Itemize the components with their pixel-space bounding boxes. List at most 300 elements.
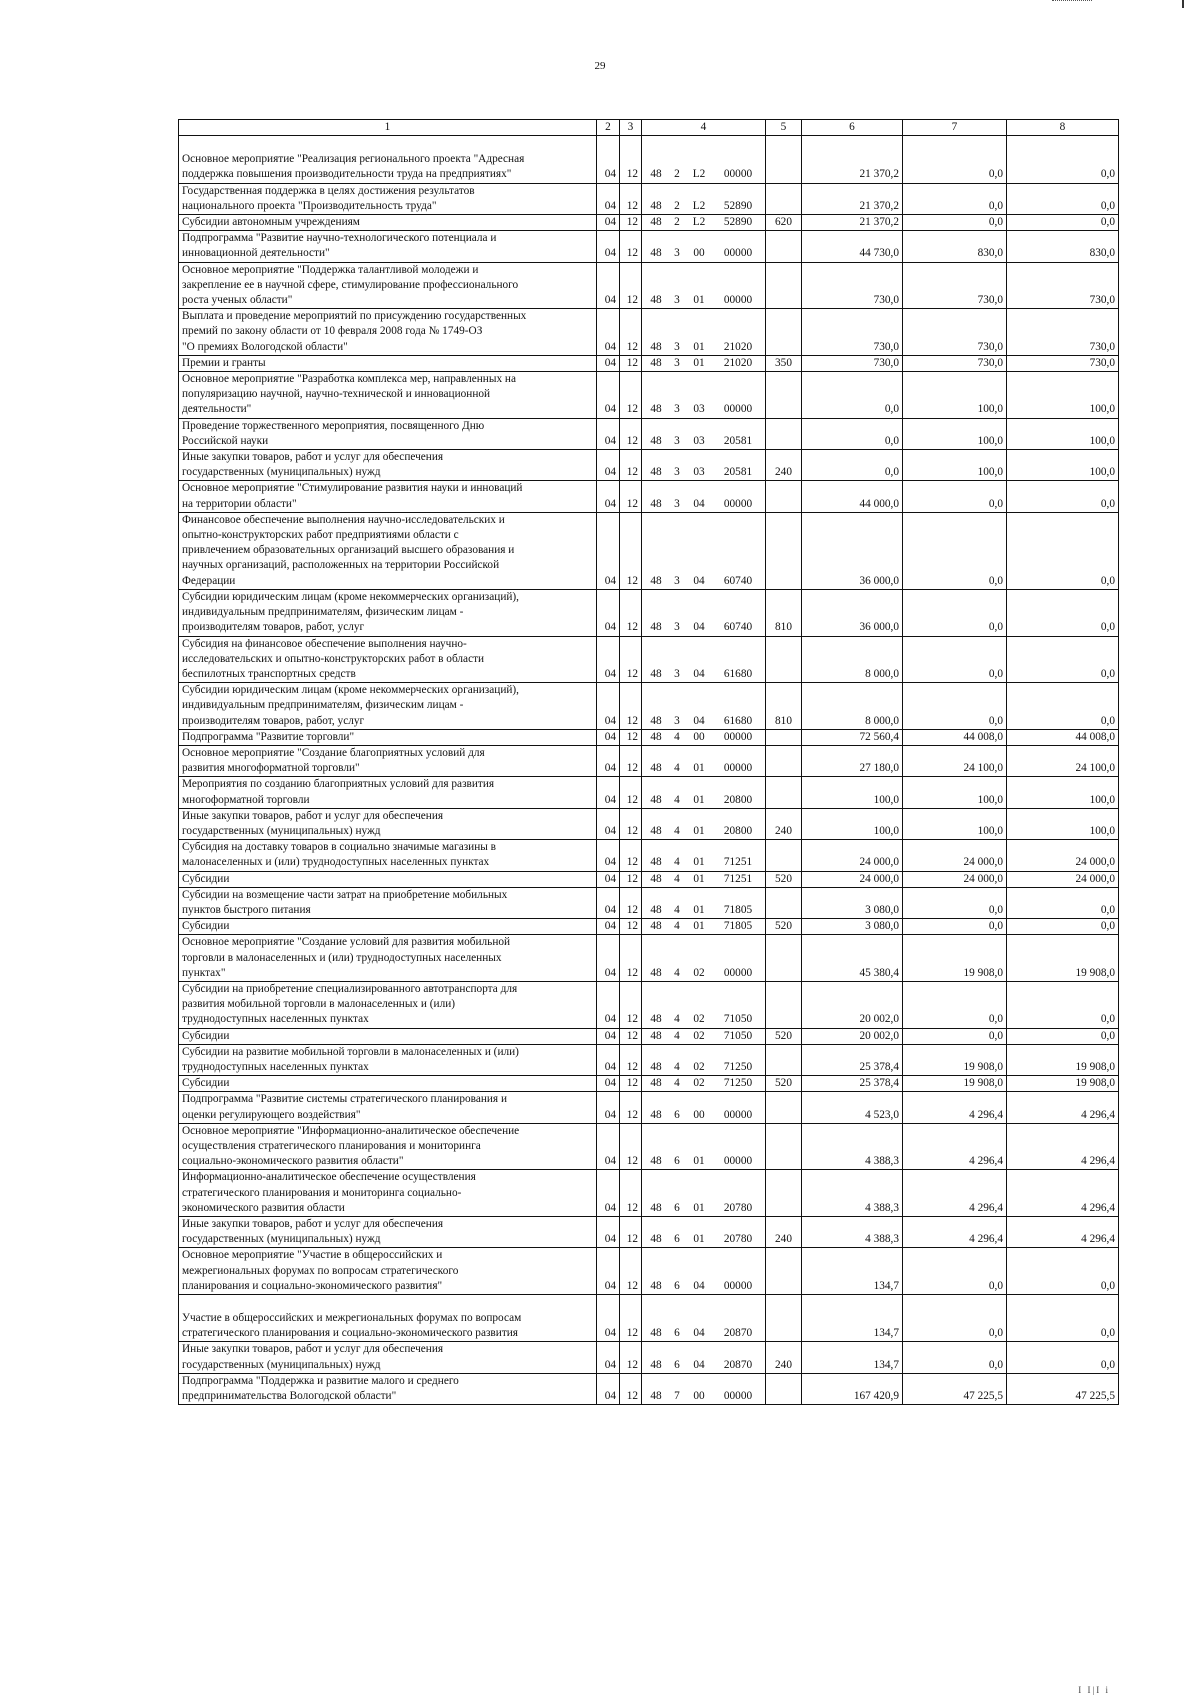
article-code-part: 6 (674, 1108, 680, 1121)
code-section: 04 (597, 1170, 620, 1217)
code-section: 04 (597, 450, 620, 481)
code-expense-type (766, 1295, 802, 1342)
header-cell: 6 (802, 120, 903, 136)
article-code-part: 48 (650, 730, 662, 743)
amount-col6: 730,0 (802, 309, 903, 356)
amount-col8: 0,0 (1007, 919, 1119, 935)
row-name: Иные закупки товаров, работ и услуг для обеспечения государственных (муниципальных) нужд (179, 808, 597, 839)
amount-col8: 100,0 (1007, 808, 1119, 839)
code-target-article (642, 372, 766, 419)
article-code-part: 3 (674, 403, 680, 416)
code-target-article (642, 355, 766, 371)
code-expense-type: 810 (766, 683, 802, 730)
code-target-article (642, 215, 766, 231)
article-code-part: 60740 (723, 621, 753, 634)
table-row (179, 450, 1119, 481)
amount-col6: 20 002,0 (802, 1028, 903, 1044)
amount-col8: 19 908,0 (1007, 1076, 1119, 1092)
row-name: Субсидии на возмещение части затрат на приобретение мобильных пунктов быстрого питания (179, 887, 597, 918)
code-target-article (642, 777, 766, 808)
amount-col8: 24 000,0 (1007, 871, 1119, 887)
amount-col7: 19 908,0 (903, 1044, 1007, 1075)
table-row (179, 745, 1119, 776)
code-subsection: 12 (620, 450, 642, 481)
code-expense-type (766, 887, 802, 918)
article-code-part: 71251 (723, 872, 753, 885)
article-code-part: 04 (693, 1279, 705, 1292)
amount-col7: 0,0 (903, 1342, 1007, 1373)
article-code-part: 00000 (723, 168, 753, 181)
amount-col8: 47 225,5 (1007, 1373, 1119, 1404)
row-name: Подпрограмма "Развитие системы стратегического планирования и оценки регулирующего воздействия" (179, 1092, 597, 1123)
code-subsection: 12 (620, 512, 642, 589)
table-row (179, 777, 1119, 808)
table-row (179, 1092, 1119, 1123)
code-section: 04 (597, 589, 620, 636)
amount-col7: 4 296,4 (903, 1123, 1007, 1170)
table-row (179, 683, 1119, 730)
table-row (179, 935, 1119, 982)
code-target-article (642, 683, 766, 730)
code-expense-type (766, 777, 802, 808)
amount-col7: 0,0 (903, 636, 1007, 683)
code-section: 04 (597, 1123, 620, 1170)
code-subsection: 12 (620, 1217, 642, 1248)
article-code-part: 02 (693, 1077, 705, 1090)
code-section: 04 (597, 887, 620, 918)
code-target-article (642, 808, 766, 839)
article-code-part: 20870 (723, 1327, 753, 1340)
code-subsection: 12 (620, 1028, 642, 1044)
article-code-part: 01 (693, 1233, 705, 1246)
code-target-article (642, 1295, 766, 1342)
article-code-part: 00000 (723, 730, 753, 743)
amount-col8: 730,0 (1007, 262, 1119, 309)
row-name: Государственная поддержка в целях достижения результатов национального проекта "Производительность труда" (179, 183, 597, 214)
row-name: Субсидия на финансовое обеспечение выполнения научно- исследовательских и опытно-конструкторских работ в области беспилотных транспортных средств (179, 636, 597, 683)
amount-col6: 21 370,2 (802, 215, 903, 231)
code-subsection: 12 (620, 636, 642, 683)
amount-col7: 4 296,4 (903, 1170, 1007, 1217)
article-code-part: 4 (674, 966, 680, 979)
code-target-article (642, 745, 766, 776)
article-code-part: 2 (674, 168, 680, 181)
amount-col7: 0,0 (903, 683, 1007, 730)
amount-col6: 24 000,0 (802, 840, 903, 871)
article-code-part: 48 (650, 1327, 662, 1340)
table-row (179, 887, 1119, 918)
amount-col7: 0,0 (903, 589, 1007, 636)
article-code-part: 48 (650, 903, 662, 916)
code-expense-type: 350 (766, 355, 802, 371)
amount-col6: 3 080,0 (802, 919, 903, 935)
article-code-part: 20870 (723, 1358, 753, 1371)
header-cell: 7 (903, 120, 1007, 136)
code-target-article (642, 450, 766, 481)
code-section: 04 (597, 183, 620, 214)
code-expense-type: 240 (766, 1342, 802, 1373)
amount-col6: 4 388,3 (802, 1170, 903, 1217)
amount-col8: 0,0 (1007, 183, 1119, 214)
code-expense-type: 520 (766, 1028, 802, 1044)
row-name: Основное мероприятие "Создание благоприятных условий для развития многоформатной торговли" (179, 745, 597, 776)
code-section: 04 (597, 1092, 620, 1123)
code-subsection: 12 (620, 1044, 642, 1075)
code-subsection: 12 (620, 1248, 642, 1295)
article-code-part: 00 (693, 1390, 705, 1403)
code-target-article (642, 262, 766, 309)
article-code-part: 03 (693, 466, 705, 479)
amount-col8: 4 296,4 (1007, 1123, 1119, 1170)
code-subsection: 12 (620, 215, 642, 231)
amount-col6: 45 380,4 (802, 935, 903, 982)
table-row (179, 1342, 1119, 1373)
article-code-part: 48 (650, 1201, 662, 1214)
article-code-part: 48 (650, 1029, 662, 1042)
code-expense-type (766, 1248, 802, 1295)
table-row (179, 1248, 1119, 1295)
article-code-part: 61680 (723, 714, 753, 727)
amount-col8: 4 296,4 (1007, 1092, 1119, 1123)
row-name: Субсидии на развитие мобильной торговли в малонаселенных и (или) труднодоступных населенных пунктах (179, 1044, 597, 1075)
article-code-part: 00000 (723, 403, 753, 416)
amount-col6: 44 000,0 (802, 481, 903, 512)
code-subsection: 12 (620, 309, 642, 356)
article-code-part: 20780 (723, 1201, 753, 1214)
row-name: Субсидия на доставку товаров в социально значимые магазины в малонаселенных и (или) труднодоступных населенных пунктах (179, 840, 597, 871)
article-code-part: 4 (674, 1060, 680, 1073)
amount-col7: 0,0 (903, 981, 1007, 1028)
scan-mark-corner (1182, 0, 1184, 8)
amount-col6: 24 000,0 (802, 871, 903, 887)
article-code-part: 48 (650, 1233, 662, 1246)
table-row (179, 1295, 1119, 1342)
amount-col7: 100,0 (903, 777, 1007, 808)
code-expense-type (766, 745, 802, 776)
amount-col8: 100,0 (1007, 418, 1119, 449)
amount-col6: 0,0 (802, 450, 903, 481)
scan-mark-bottom: I I|I i (1078, 1685, 1110, 1695)
code-expense-type (766, 1373, 802, 1404)
row-name: Участие в общероссийских и межрегиональных форумах по вопросам стратегического планирования и социально-экономического развития (179, 1295, 597, 1342)
article-code-part: 7 (674, 1390, 680, 1403)
code-subsection: 12 (620, 1295, 642, 1342)
amount-col6: 0,0 (802, 372, 903, 419)
amount-col7: 730,0 (903, 262, 1007, 309)
table-row (179, 1076, 1119, 1092)
amount-col7: 100,0 (903, 450, 1007, 481)
code-section: 04 (597, 729, 620, 745)
amount-col6: 21 370,2 (802, 136, 903, 183)
article-code-part: 48 (650, 403, 662, 416)
article-code-part: 4 (674, 903, 680, 916)
table-row (179, 355, 1119, 371)
code-subsection: 12 (620, 355, 642, 371)
article-code-part: 71250 (723, 1060, 753, 1073)
amount-col8: 4 296,4 (1007, 1170, 1119, 1217)
article-code-part: 71805 (723, 903, 753, 916)
article-code-part: 6 (674, 1155, 680, 1168)
code-target-article (642, 231, 766, 262)
row-name: Выплата и проведение мероприятий по присуждению государственных премий по закону области от 10 февраля 2008 года № 1749-ОЗ "О премиях Вологодской области" (179, 309, 597, 356)
amount-col8: 0,0 (1007, 481, 1119, 512)
article-code-part: 48 (650, 872, 662, 885)
code-expense-type (766, 1092, 802, 1123)
article-code-part: 48 (650, 1155, 662, 1168)
article-code-part: 3 (674, 294, 680, 307)
article-code-part: 4 (674, 793, 680, 806)
code-expense-type: 240 (766, 1217, 802, 1248)
table-row (179, 636, 1119, 683)
amount-col8: 0,0 (1007, 981, 1119, 1028)
table-row (179, 512, 1119, 589)
code-section: 04 (597, 871, 620, 887)
amount-col8: 0,0 (1007, 683, 1119, 730)
code-expense-type (766, 512, 802, 589)
row-name: Иные закупки товаров, работ и услуг для обеспечения государственных (муниципальных) нужд (179, 1217, 597, 1248)
code-target-article (642, 1373, 766, 1404)
article-code-part: 71805 (723, 920, 753, 933)
amount-col6: 730,0 (802, 355, 903, 371)
code-section: 04 (597, 215, 620, 231)
article-code-part: 20800 (723, 824, 753, 837)
code-target-article (642, 840, 766, 871)
article-code-part: 6 (674, 1279, 680, 1292)
article-code-part: 71050 (723, 1029, 753, 1042)
code-section: 04 (597, 683, 620, 730)
code-subsection: 12 (620, 136, 642, 183)
article-code-part: 02 (693, 966, 705, 979)
amount-col7: 730,0 (903, 309, 1007, 356)
article-code-part: 01 (693, 903, 705, 916)
article-code-part: 04 (693, 574, 705, 587)
article-code-part: 04 (693, 714, 705, 727)
code-expense-type: 520 (766, 1076, 802, 1092)
article-code-part: 48 (650, 1108, 662, 1121)
amount-col6: 134,7 (802, 1295, 903, 1342)
article-code-part: 01 (693, 920, 705, 933)
amount-col7: 0,0 (903, 919, 1007, 935)
article-code-part: 48 (650, 497, 662, 510)
article-code-part: 48 (650, 1060, 662, 1073)
row-name: Основное мероприятие "Создание условий для развития мобильной торговли в малонаселенных и (или) труднодоступных населенных пунктах" (179, 935, 597, 982)
code-target-article (642, 1217, 766, 1248)
row-name: Субсидии (179, 919, 597, 935)
article-code-part: 3 (674, 714, 680, 727)
amount-col6: 25 378,4 (802, 1076, 903, 1092)
row-name: Мероприятия по созданию благоприятных условий для развития многоформатной торговли (179, 777, 597, 808)
code-expense-type (766, 840, 802, 871)
article-code-part: 02 (693, 1013, 705, 1026)
article-code-part: 48 (650, 966, 662, 979)
table-row (179, 418, 1119, 449)
article-code-part: 48 (650, 1013, 662, 1026)
article-code-part: 00000 (723, 294, 753, 307)
article-code-part: 71251 (723, 856, 753, 869)
article-code-part: 4 (674, 730, 680, 743)
article-code-part: 6 (674, 1201, 680, 1214)
code-subsection: 12 (620, 840, 642, 871)
table-row (179, 1170, 1119, 1217)
amount-col6: 27 180,0 (802, 745, 903, 776)
table-row (179, 231, 1119, 262)
article-code-part: 01 (693, 793, 705, 806)
row-name: Субсидии (179, 871, 597, 887)
code-expense-type (766, 729, 802, 745)
code-target-article (642, 919, 766, 935)
article-code-part: 01 (693, 872, 705, 885)
article-code-part: 04 (693, 1327, 705, 1340)
amount-col7: 0,0 (903, 136, 1007, 183)
row-name: Основное мероприятие "Участие в общероссийских и межрегиональных форумах по вопросам стратегического планирования и социально-экономического развития" (179, 1248, 597, 1295)
amount-col6: 25 378,4 (802, 1044, 903, 1075)
article-code-part: 3 (674, 497, 680, 510)
table-row (179, 729, 1119, 745)
amount-col7: 19 908,0 (903, 1076, 1007, 1092)
amount-col8: 830,0 (1007, 231, 1119, 262)
amount-col7: 24 000,0 (903, 840, 1007, 871)
code-subsection: 12 (620, 981, 642, 1028)
table-row (179, 481, 1119, 512)
amount-col8: 0,0 (1007, 215, 1119, 231)
article-code-part: 02 (693, 1060, 705, 1073)
article-code-part: 00 (693, 730, 705, 743)
amount-col8: 0,0 (1007, 512, 1119, 589)
amount-col7: 24 000,0 (903, 871, 1007, 887)
code-expense-type: 240 (766, 450, 802, 481)
code-subsection: 12 (620, 683, 642, 730)
code-expense-type (766, 481, 802, 512)
amount-col8: 100,0 (1007, 450, 1119, 481)
article-code-part: 00000 (723, 1279, 753, 1292)
table-row (179, 1028, 1119, 1044)
amount-col6: 36 000,0 (802, 512, 903, 589)
row-name: Информационно-аналитическое обеспечение осуществления стратегического планирования и мониторинга социально- экономического развития области (179, 1170, 597, 1217)
code-target-article (642, 729, 766, 745)
code-subsection: 12 (620, 871, 642, 887)
article-code-part: 01 (693, 356, 705, 369)
code-target-article (642, 1076, 766, 1092)
article-code-part: L2 (692, 199, 706, 212)
code-section: 04 (597, 1076, 620, 1092)
article-code-part: 48 (650, 824, 662, 837)
code-target-article (642, 1170, 766, 1217)
code-expense-type: 810 (766, 589, 802, 636)
row-name: Субсидии автономным учреждениям (179, 215, 597, 231)
article-code-part: L2 (692, 216, 706, 229)
article-code-part: 04 (693, 497, 705, 510)
table-row (179, 136, 1119, 183)
row-name: Подпрограмма "Поддержка и развитие малого и среднего предпринимательства Вологодской области" (179, 1373, 597, 1404)
code-target-article (642, 481, 766, 512)
amount-col7: 0,0 (903, 512, 1007, 589)
table-row (179, 808, 1119, 839)
article-code-part: 60740 (723, 574, 753, 587)
scan-mark-top (1052, 0, 1092, 4)
code-target-article (642, 1028, 766, 1044)
code-section: 04 (597, 1373, 620, 1404)
table-row (179, 183, 1119, 214)
amount-col7: 24 100,0 (903, 745, 1007, 776)
article-code-part: 3 (674, 340, 680, 353)
amount-col6: 134,7 (802, 1248, 903, 1295)
code-target-article (642, 935, 766, 982)
article-code-part: 48 (650, 294, 662, 307)
article-code-part: 3 (674, 356, 680, 369)
code-expense-type: 520 (766, 871, 802, 887)
code-expense-type (766, 981, 802, 1028)
article-code-part: 01 (693, 340, 705, 353)
article-code-part: 04 (693, 1358, 705, 1371)
amount-col8: 0,0 (1007, 1028, 1119, 1044)
row-name: Подпрограмма "Развитие научно-технологического потенциала и инновационной деятельности" (179, 231, 597, 262)
amount-col7: 100,0 (903, 418, 1007, 449)
amount-col6: 134,7 (802, 1342, 903, 1373)
code-expense-type (766, 136, 802, 183)
code-section: 04 (597, 136, 620, 183)
article-code-part: 48 (650, 667, 662, 680)
article-code-part: 71250 (723, 1077, 753, 1090)
code-section: 04 (597, 372, 620, 419)
row-name: Иные закупки товаров, работ и услуг для обеспечения государственных (муниципальных) нужд (179, 450, 597, 481)
code-expense-type: 520 (766, 919, 802, 935)
article-code-part: 03 (693, 434, 705, 447)
code-subsection: 12 (620, 589, 642, 636)
amount-col8: 0,0 (1007, 1295, 1119, 1342)
article-code-part: 20780 (723, 1233, 753, 1246)
row-name: Основное мероприятие "Поддержка талантливой молодежи и закрепление ее в научной сфере, стимулирование профессионального роста ученых области" (179, 262, 597, 309)
amount-col6: 21 370,2 (802, 183, 903, 214)
article-code-part: 3 (674, 574, 680, 587)
amount-col8: 100,0 (1007, 372, 1119, 419)
table-row (179, 919, 1119, 935)
amount-col6: 0,0 (802, 418, 903, 449)
row-name: Основное мероприятие "Реализация регионального проекта "Адресная поддержка повышения производительности труда на предприятиях" (179, 136, 597, 183)
code-section: 04 (597, 777, 620, 808)
article-code-part: 01 (693, 762, 705, 775)
code-expense-type (766, 183, 802, 214)
article-code-part: 00 (693, 247, 705, 260)
code-target-article (642, 1092, 766, 1123)
code-subsection: 12 (620, 1373, 642, 1404)
code-subsection: 12 (620, 777, 642, 808)
article-code-part: 48 (650, 574, 662, 587)
amount-col8: 0,0 (1007, 136, 1119, 183)
article-code-part: 71050 (723, 1013, 753, 1026)
table-row (179, 871, 1119, 887)
code-section: 04 (597, 745, 620, 776)
article-code-part: 00000 (723, 966, 753, 979)
article-code-part: 3 (674, 434, 680, 447)
code-section: 04 (597, 935, 620, 982)
article-code-part: 48 (650, 340, 662, 353)
amount-col6: 3 080,0 (802, 887, 903, 918)
code-section: 04 (597, 808, 620, 839)
article-code-part: 00000 (723, 247, 753, 260)
article-code-part: 52890 (723, 199, 753, 212)
article-code-part: 48 (650, 1279, 662, 1292)
code-subsection: 12 (620, 808, 642, 839)
code-target-article (642, 636, 766, 683)
header-cell: 5 (766, 120, 802, 136)
code-subsection: 12 (620, 1123, 642, 1170)
amount-col8: 730,0 (1007, 355, 1119, 371)
article-code-part: 01 (693, 1155, 705, 1168)
article-code-part: 21020 (723, 340, 753, 353)
article-code-part: 21020 (723, 356, 753, 369)
code-expense-type (766, 372, 802, 419)
code-target-article (642, 871, 766, 887)
